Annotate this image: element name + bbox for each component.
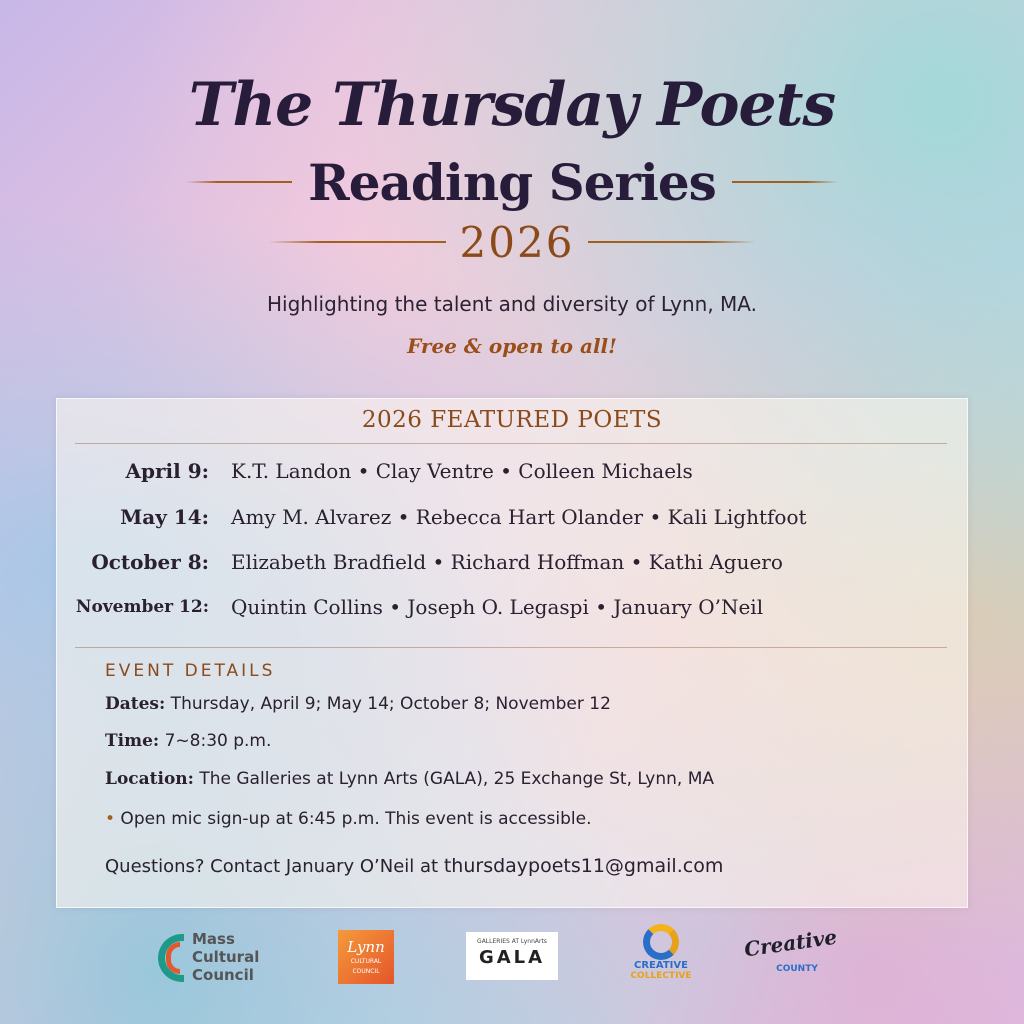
poet-row-date: October 8: (91, 550, 209, 574)
poet-row-date: May 14: (120, 505, 209, 529)
location-line (105, 769, 714, 789)
divider-left (186, 181, 292, 183)
year-divider-left (268, 241, 446, 243)
mass-cultural-council-logo (158, 930, 278, 988)
poet-row-date: November 12: (75, 597, 209, 617)
location-value: The Galleries at Lynn Arts (GALA), 25 Exchange St, Lynn, MA (193, 769, 715, 789)
time-label: Time: (105, 731, 160, 751)
panel-divider-middle (75, 647, 947, 648)
time-line (105, 731, 271, 751)
gala-wordmark: GALA (478, 947, 546, 968)
featured-heading: 2026 FEATURED POETS (361, 407, 663, 433)
divider-right (732, 181, 838, 183)
location-label: Location: (105, 769, 194, 789)
dates-value: Thursday, April 9; May 14; October 8; November 12 (165, 694, 611, 714)
poet-row-names: Elizabeth Bradfield • Richard Hoffman • Kathi Aguero (231, 550, 783, 574)
mcc-word: Council (192, 966, 254, 984)
poet-row-names: K.T. Landon • Clay Ventre • Colleen Michaels (231, 459, 693, 483)
lcc-word: Lynn (347, 938, 385, 956)
title-line2: Reading Series (308, 152, 716, 212)
open-mic-text: Open mic sign-up at 6:45 p.m. This event is accessible. (115, 809, 592, 829)
poet-row (57, 550, 967, 580)
open-mic-note (105, 809, 592, 829)
dates-line (105, 694, 611, 714)
cc-word: CREATIVE (634, 960, 688, 971)
title-line1: The Thursday Poets (188, 70, 836, 140)
sponsor-logos (0, 924, 1024, 994)
gala-subtitle: GALLERIES AT LynnArts (477, 938, 547, 945)
cco-word: COUNTY (776, 964, 818, 974)
year-row (0, 214, 1024, 270)
poet-row-names: Amy M. Alvarez • Rebecca Hart Olander • Kali Lightfoot (231, 505, 807, 529)
mcc-wordmark (192, 930, 259, 984)
year: 2026 (459, 217, 575, 267)
dates-label: Dates: (105, 694, 166, 714)
cc-word: COLLECTIVE (630, 971, 692, 981)
featured-panel (56, 398, 968, 908)
contact-email-link[interactable]: thursdaypoets11@gmail.com (443, 855, 724, 877)
panel-divider-top (75, 443, 947, 444)
creative-county-logo (742, 924, 839, 984)
time-value: 7~8:30 p.m. (159, 731, 272, 751)
questions-line (105, 855, 723, 877)
mcc-word: Cultural (192, 948, 260, 966)
tagline: Highlighting the talent and diversity of Lynn, MA. (267, 292, 757, 316)
year-divider-right (588, 241, 756, 243)
creative-collective-logo (626, 924, 696, 990)
lynn-cultural-council-logo (338, 930, 394, 984)
event-details-heading: EVENT DETAILS (105, 661, 276, 681)
free-note: Free & open to all! (407, 334, 617, 358)
lcc-word: COUNCIL (352, 968, 380, 975)
gala-logo (466, 932, 558, 980)
mcc-word: Mass (192, 930, 235, 948)
poet-row-date: April 9: (125, 459, 209, 483)
creative-collective-ring-icon (643, 924, 679, 960)
title-line2-row (0, 150, 1024, 214)
poet-row (57, 459, 967, 489)
poet-row (57, 595, 967, 625)
bullet-icon: • (105, 809, 116, 829)
lcc-word: CULTURAL (350, 958, 382, 965)
questions-text: Questions? Contact January O’Neil at (105, 856, 444, 877)
cco-word: Creative (742, 924, 839, 962)
poet-row-names: Quintin Collins • Joseph O. Legaspi • January O’Neil (231, 595, 764, 619)
poet-row (57, 505, 967, 535)
